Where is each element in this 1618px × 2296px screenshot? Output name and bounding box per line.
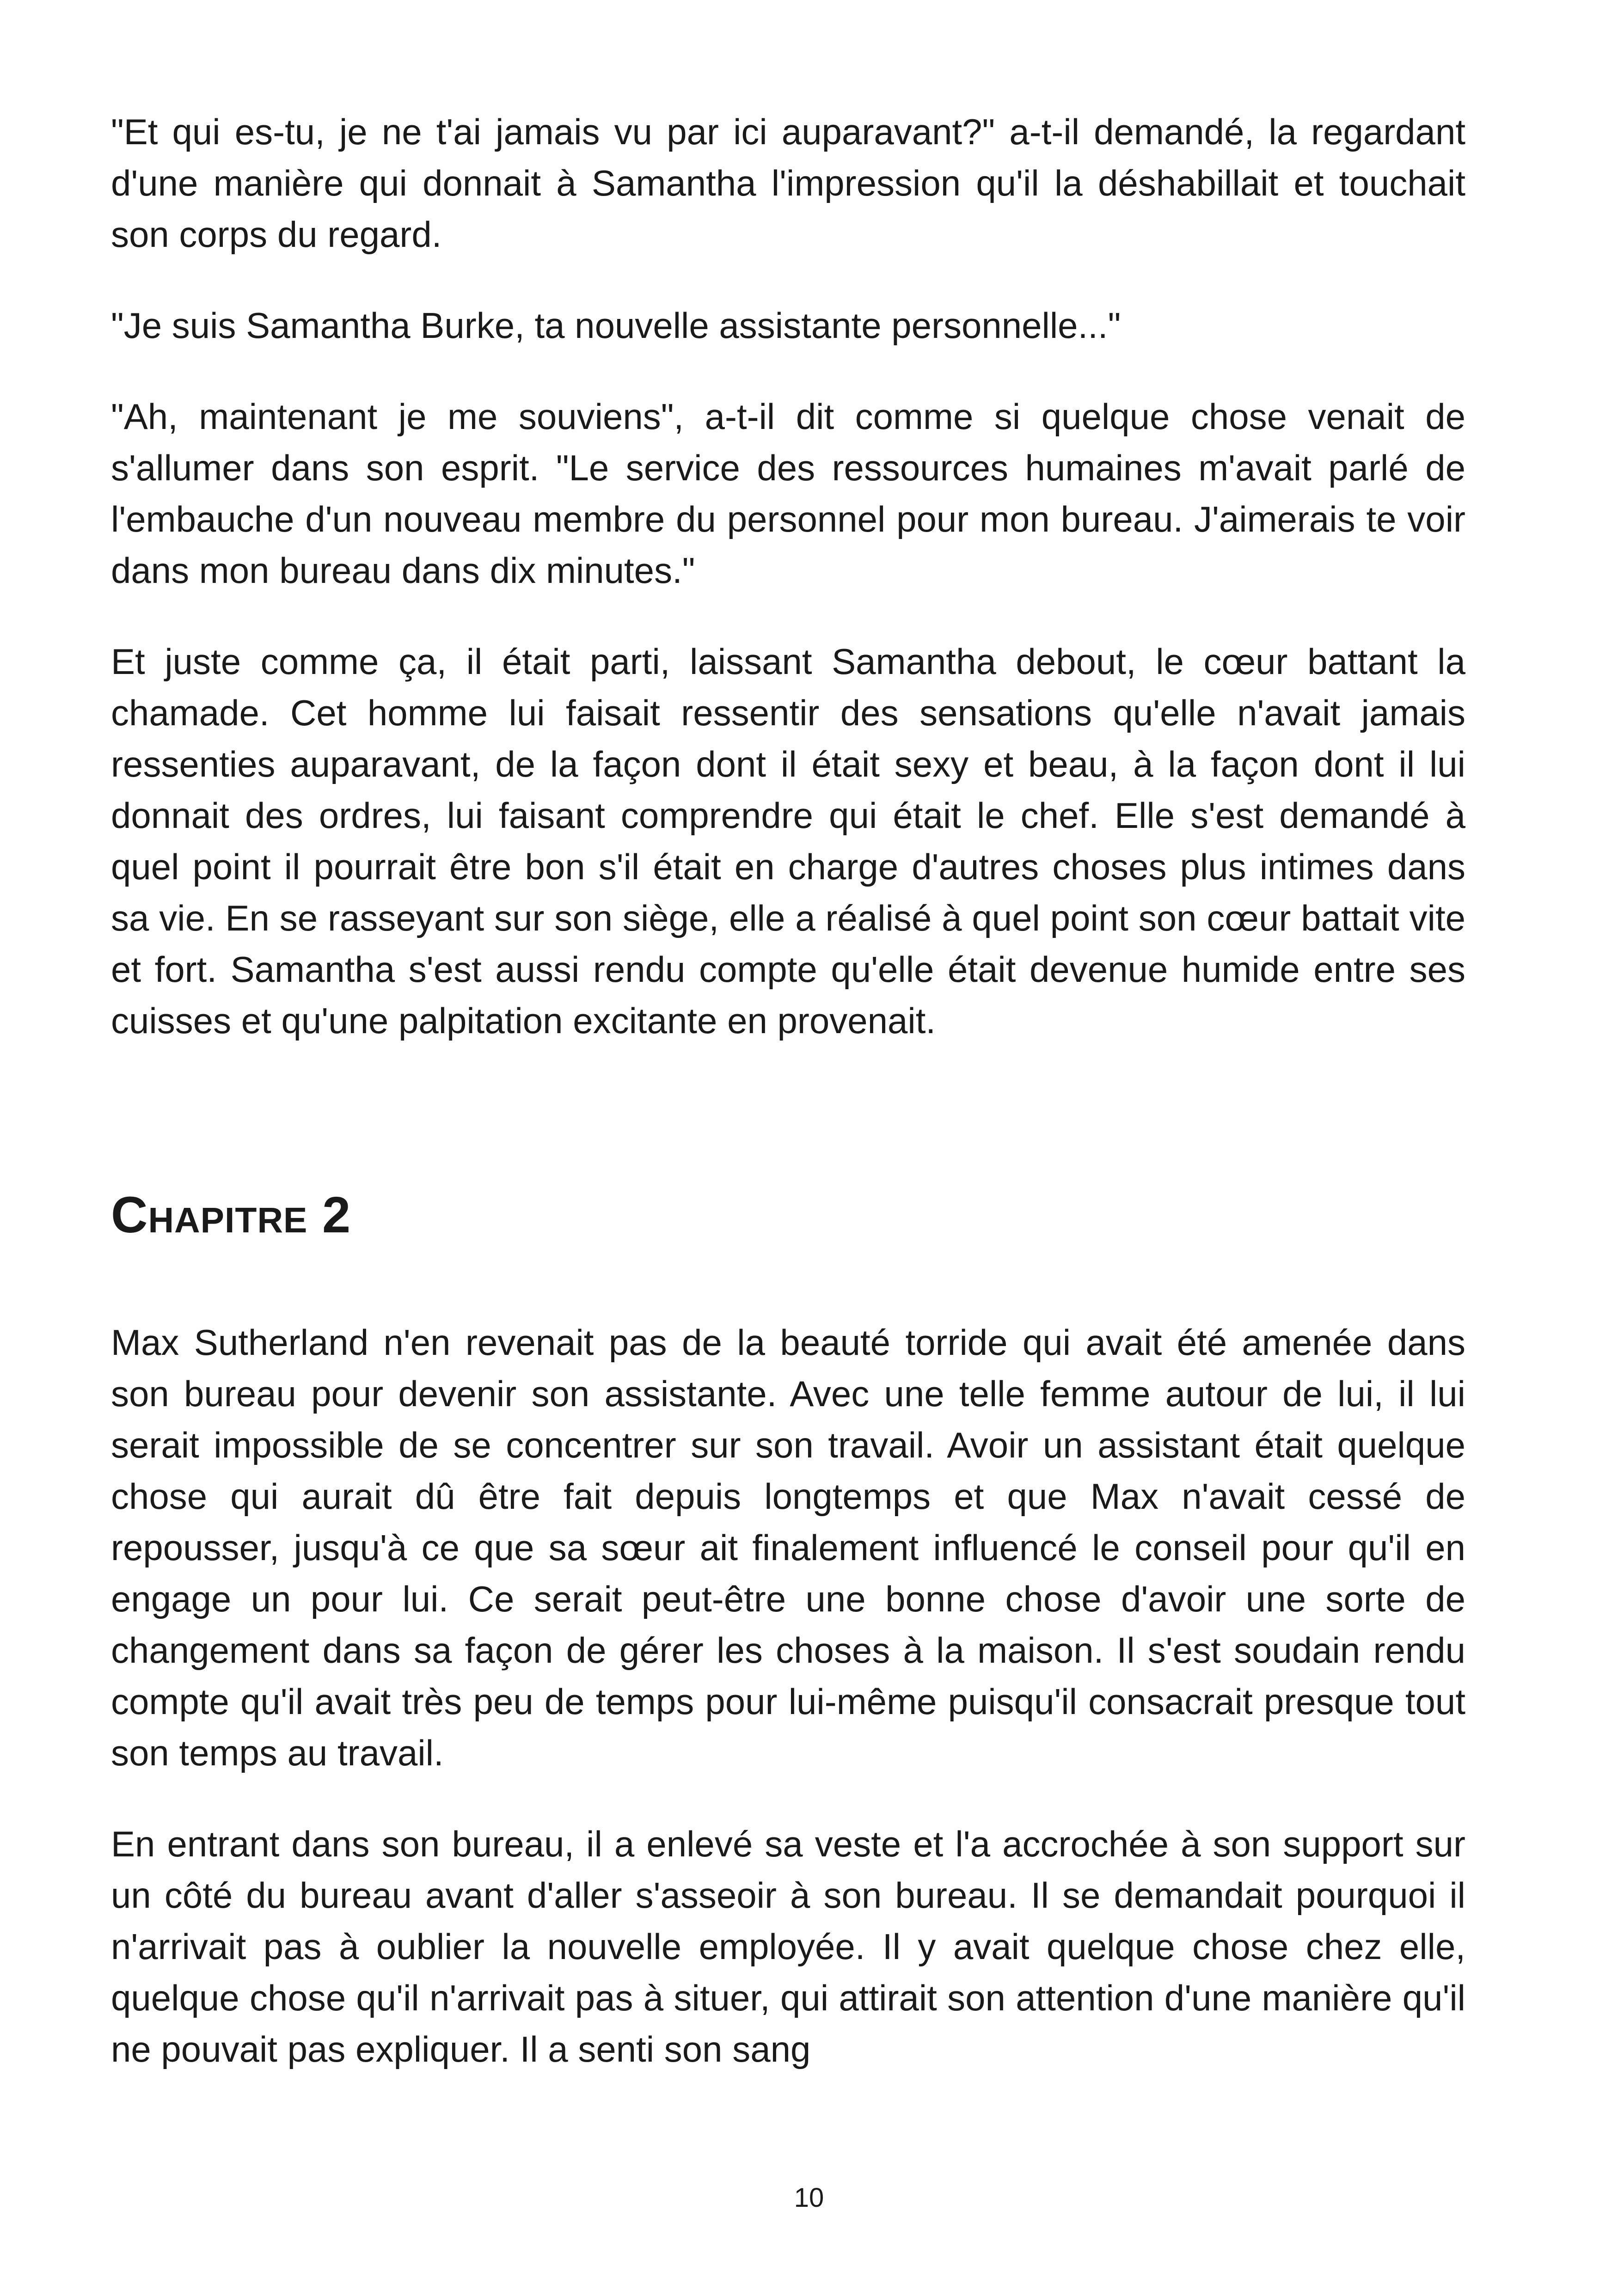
paragraph-4: Et juste comme ça, il était parti, laissant Samantha debout, le cœur battant la chamade. Cet homme lui faisait ressentir des sensations qu'elle n'avait jamais ressenties auparavant, de la façon dont il était sexy et beau, à la façon dont il lui donnait des ordres, lui faisant comprendre qui était le chef. Elle s'est demandé à quel point il pourrait être bon s'il était en charge d'autres choses plus intimes dans sa vie. En se rasseyant sur son siège, elle a réalisé à quel point son cœur battait vite et fort. Samantha s'est aussi rendu compte qu'elle était devenue humide entre ses cuisses et qu'une palpitation excitante en provenait. xyxy=(111,641,1465,1041)
document-page xyxy=(111,106,1465,2075)
paragraph-3: "Ah, maintenant je me souviens", a-t-il dit comme si quelque chose venait de s'allumer dans son esprit. "Le service des ressources humaines m'avait parlé de l'embauche d'un nouveau membre du personnel pour mon bureau. J'aimerais te voir dans mon bureau dans dix minutes." xyxy=(111,396,1465,591)
paragraph-2: "Je suis Samantha Burke, ta nouvelle assistante personnelle..." xyxy=(111,305,1121,346)
chapter-heading: Chapitre 2 xyxy=(111,1187,351,1243)
paragraph-6: En entrant dans son bureau, il a enlevé sa veste et l'a accrochée à son support sur un côté du bureau avant d'aller s'asseoir à son bureau. Il se demandait pourquoi il n'arrivait pas à oublier la nouvelle employée. Il y avait quelque chose chez elle, quelque chose qu'il n'arrivait pas à situer, qui attirait son attention d'une manière qu'il ne pouvait pas expliquer. Il a senti son sang xyxy=(111,1824,1465,2069)
page-number: 10 xyxy=(794,2183,824,2213)
paragraph-1: "Et qui es-tu, je ne t'ai jamais vu par ici auparavant?" a-t-il demandé, la regardant d'une manière qui donnait à Samantha l'impression qu'il la déshabillait et touchait son corps du regard. xyxy=(111,111,1465,255)
paragraph-5: Max Sutherland n'en revenait pas de la beauté torride qui avait été amenée dans son bureau pour devenir son assistante. Avec une telle femme autour de lui, il lui serait impossible de se concentrer sur son travail. Avoir un assistant était quelque chose qui aurait dû être fait depuis longtemps et que Max n'avait cessé de repousser, jusqu'à ce que sa sœur ait finalement influencé le conseil pour qu'il en engage un pour lui. Ce serait peut-être une bonne chose d'avoir une sorte de changement dans sa façon de gérer les choses à la maison. Il s'est soudain rendu compte qu'il avait très peu de temps pour lui-même puisqu'il consacrait presque tout son temps au travail. xyxy=(111,1322,1465,1773)
chapter-heading-block xyxy=(111,1183,1465,1248)
